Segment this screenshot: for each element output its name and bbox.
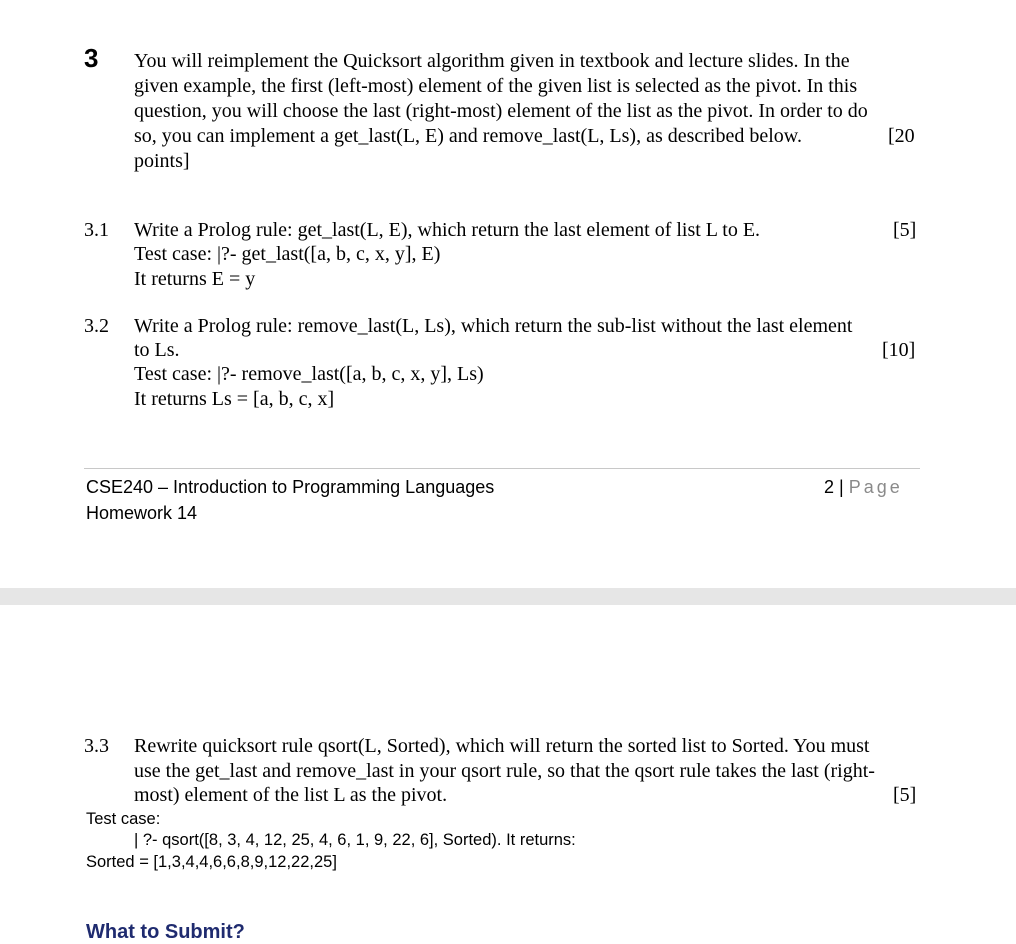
question-3-2-test-case: Test case: |?- remove_last([a, b, c, x, y], Ls) [134,363,484,385]
question-3-1-test-case: Test case: |?- get_last([a, b, c, x, y], E) [134,243,441,265]
question-3-2-statement-line-2: to Ls. [134,339,180,361]
question-3-1-points: [5] [893,219,917,241]
footer-page-label: Page [848,477,903,497]
question-3-line-5: points] [134,150,190,172]
question-3-text [134,49,918,174]
question-3-line-1: You will reimplement the Quicksort algorithm given in textbook and lecture slides. In the [134,50,850,72]
question-3-1-number: 3.1 [84,219,109,241]
question-3-3-line-3: most) element of the list L as the pivot. [134,784,448,806]
page-break-gap [0,588,1016,605]
question-3-number: 3 [84,43,99,73]
question-3-line-4: so, you can implement a get_last(L, E) and remove_last(L, Ls), as described below. [134,125,802,147]
question-3-3-line-1: Rewrite quicksort rule qsort(L, Sorted), which will return the sorted list to Sorted. You must [134,735,870,757]
footer-homework: Homework 14 [86,503,198,523]
footer-course-title: CSE240 – Introduction to Programming Languages [86,477,495,497]
footer-page-number: 2 [824,477,835,497]
footer-page-indicator [824,474,903,500]
question-3-3-points: [5] [893,784,917,806]
question-3-2-points: [10] [882,339,916,361]
question-3-points: [20 [888,125,915,147]
question-3-3-test-query: | ?- qsort([8, 3, 4, 12, 25, 4, 6, 1, 9, 22, 6], Sorted). It returns: [134,831,576,849]
question-3-1-returns: It returns E = y [134,268,256,290]
question-3-1-statement: Write a Prolog rule: get_last(L, E), which return the last element of list L to E. [134,219,761,241]
question-3-3-test-label: Test case: [86,810,161,828]
footer-divider [84,468,920,469]
footer-page-separator: | [839,477,844,497]
question-3-2-returns: It returns Ls = [a, b, c, x] [134,388,335,410]
question-3-3-line-2: use the get_last and remove_last in your qsort rule, so that the qsort rule takes the last (right- [134,760,875,782]
question-3-2-statement-line-1: Write a Prolog rule: remove_last(L, Ls), which return the sub-list without the last element [134,315,853,337]
question-3-line-3: question, you will choose the last (right-most) element of the list as the pivot. In order to do [134,100,868,122]
question-3-3-test-result: Sorted = [1,3,4,4,6,6,8,9,12,22,25] [86,853,337,871]
question-3-line-2: given example, the first (left-most) element of the given list is selected as the pivot. In this [134,75,858,97]
question-3-3-number: 3.3 [84,735,109,757]
what-to-submit-heading: What to Submit? [86,921,245,943]
question-3-2-number: 3.2 [84,315,109,337]
